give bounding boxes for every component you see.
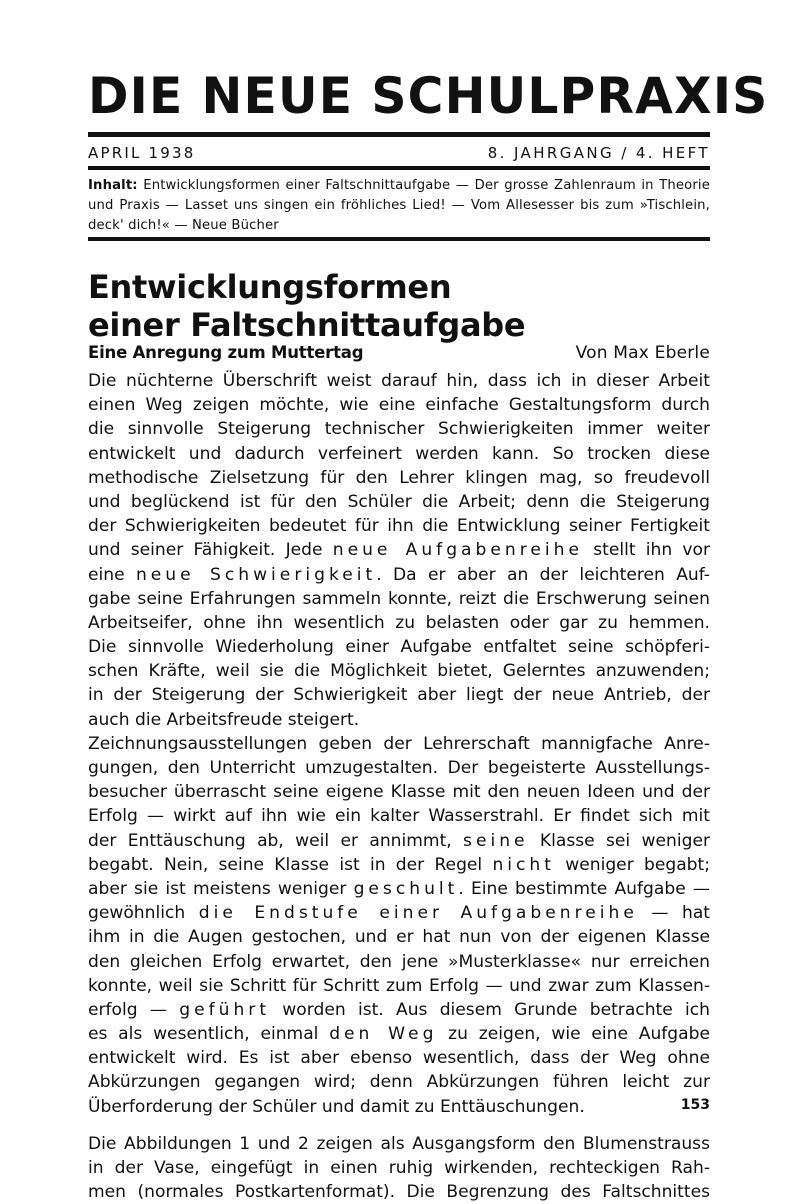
rule-middle bbox=[88, 166, 710, 170]
body-line: Die Abbildungen 1 und 2 zeigen als Ausgangsform den Blumenstrauss bbox=[88, 1133, 710, 1154]
body-line: auch die Arbeitsfreude steigert. bbox=[88, 709, 360, 730]
body-line: ihm in die Augen gestochen, und er hat nun von der eigenen Klasse bbox=[88, 927, 710, 948]
body-line: besucher überrascht seine eigene Klasse mit den neuen Ideen und der bbox=[88, 782, 710, 803]
body-line: und beglückend ist für den Schüler die Arbeit; denn die Steigerung bbox=[88, 491, 710, 512]
body-line: Arbeitseifer, ohne ihn wesentlich zu belasten oder gar zu hemmen. bbox=[88, 612, 710, 633]
body-line: es als wesentlich, einmal den Weg zu zeigen, wie eine Aufgabe bbox=[88, 1024, 710, 1045]
body-line: aber sie ist meistens weniger geschult. Eine bestimmte Aufgabe — bbox=[88, 878, 710, 899]
issue-date: APRIL 1938 bbox=[88, 144, 196, 162]
article-title bbox=[88, 268, 525, 344]
body-line: in der Steigerung der Schwierigkeit aber liegt der neue Antrieb, der bbox=[88, 685, 710, 706]
table-of-contents bbox=[88, 176, 710, 236]
body-line: eine neue Schwierigkeit. Da er aber an der leichteren Auf- bbox=[88, 564, 710, 585]
article-title-line-2: einer Faltschnittaufgabe bbox=[88, 306, 526, 344]
body-line: erfolg — geführt worden ist. Aus diesem Grunde betrachte ich bbox=[88, 999, 710, 1020]
body-line: Erfolg — wirkt auf ihn wie ein kalter Wasserstrahl. Er findet sich mit bbox=[88, 806, 710, 827]
body-line: schen Kräfte, weil sie die Möglichkeit bietet, Gelerntes anzuwenden; bbox=[88, 661, 710, 682]
body-line: methodische Zielsetzung für den Lehrer klingen mag, so freudevoll bbox=[88, 467, 710, 488]
body-line: Überforderung der Schüler und damit zu Enttäuschungen. bbox=[88, 1096, 585, 1117]
body-line: Zeichnungsausstellungen geben der Lehrerschaft mannigfache Anre- bbox=[88, 733, 710, 754]
issue-row bbox=[88, 142, 710, 164]
page-number: 153 bbox=[680, 1097, 710, 1113]
body-line: der Schwierigkeiten bedeutet für ihn die Entwicklung seiner Fertigkeit bbox=[88, 516, 710, 537]
article-author: Von Max Eberle bbox=[575, 343, 710, 363]
contents-label: Inhalt: bbox=[88, 178, 138, 193]
body-line: entwickelt und dadurch verfeinert werden kann. So trocken diese bbox=[88, 443, 710, 464]
body-line: begabt. Nein, seine Klasse ist in der Regel nicht weniger begabt; bbox=[88, 854, 710, 875]
body-line: gabe seine Erfahrungen sammeln konnte, reizt die Erschwerung seinen bbox=[88, 588, 710, 609]
masthead-title: DIE NEUE SCHULPRAXIS bbox=[88, 67, 769, 125]
body-line: der Enttäuschung ab, weil er annimmt, seine Klasse sei weniger bbox=[88, 830, 710, 851]
body-line: gewöhnlich die Endstufe einer Aufgabenreihe — hat bbox=[88, 903, 710, 924]
body-line: konnte, weil sie Schritt für Schritt zum Erfolg — und zwar zum Klassen- bbox=[88, 975, 710, 996]
article-body bbox=[88, 369, 710, 1204]
body-line: Die nüchterne Überschrift weist darauf hin, dass ich in dieser Arbeit bbox=[88, 371, 710, 391]
body-line: die sinnvolle Steigerung technischer Schwierigkeiten immer weiter bbox=[88, 419, 710, 440]
paragraph-gap bbox=[88, 1119, 710, 1132]
article-subtitle: Eine Anregung zum Muttertag bbox=[88, 343, 364, 362]
rule-top bbox=[88, 132, 710, 137]
body-line: gungen, den Unterricht umzugestalten. Der begeisterte Ausstellungs- bbox=[88, 758, 710, 778]
body-line: Abkürzungen gegangen wird; denn Abkürzungen führen leicht zur bbox=[88, 1072, 710, 1093]
body-line: den gleichen Erfolg erwartet, den jene »Musterklasse« nur erreichen bbox=[88, 951, 710, 972]
body-line: Die sinnvolle Wiederholung einer Aufgabe entfaltet seine schöpferi- bbox=[88, 637, 710, 658]
article-title-line-1: Entwicklungsformen bbox=[88, 268, 452, 306]
subtitle-row bbox=[88, 343, 710, 367]
body-line: und seiner Fähigkeit. Jede neue Aufgabenreihe stellt ihn vor bbox=[88, 540, 710, 561]
contents-text: Entwicklungsformen einer Faltschnittaufgabe — Der grosse Zahlenraum in Theorie und Praxis — Lasset uns singen ein fröhliches Lied! — Vom Allesesser bis zum »Tischlein, deck' dich!« — Neue Bücher bbox=[88, 178, 710, 233]
issue-number: 8. JAHRGANG / 4. HEFT bbox=[487, 144, 710, 162]
body-line: entwickelt wird. Es ist aber ebenso wesentlich, dass der Weg ohne bbox=[88, 1048, 710, 1069]
rule-bottom bbox=[88, 237, 710, 241]
body-line: in der Vase, eingefügt in einen ruhig wirkenden, rechteckigen Rah- bbox=[88, 1158, 710, 1178]
body-line: einen Weg zeigen möchte, wie eine einfache Gestaltungsform durch bbox=[88, 395, 710, 416]
body-line: men (normales Postkartenformat). Die Begrenzung des Faltschnittes bbox=[88, 1182, 710, 1203]
